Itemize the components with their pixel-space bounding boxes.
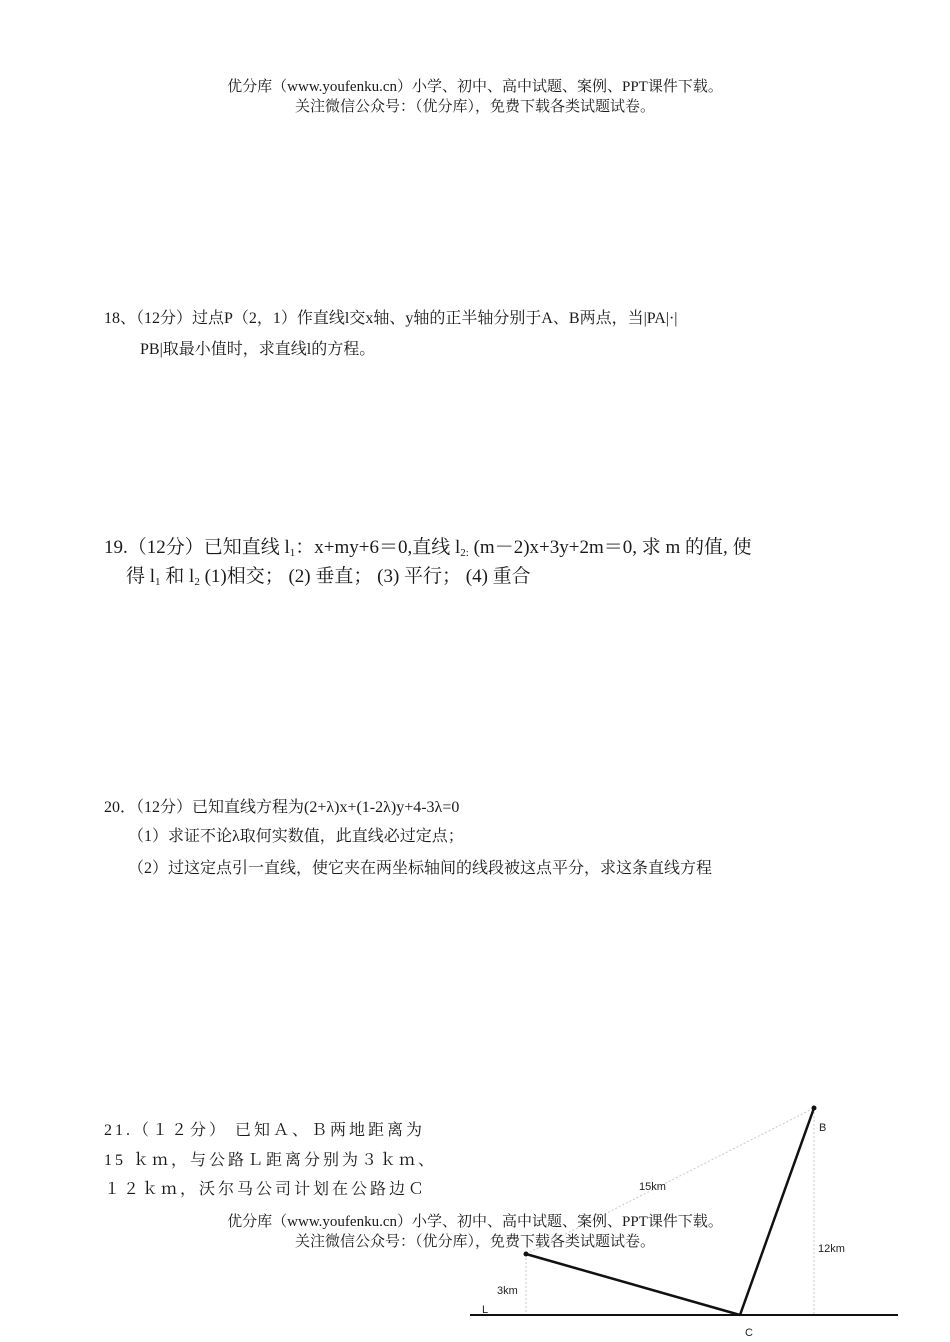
label-b-distance: 12km [818, 1243, 845, 1255]
q21-line1: 21.（１２分） 已知Ａ、Ｂ两地距离为 [104, 1122, 426, 1139]
header-bottom-line2: 关注微信公众号：（优分库），免费下载各类试题试卷。 [294, 1234, 655, 1250]
q19-line1-b: ：x+my+6＝0,直线 l [295, 537, 461, 558]
q19-line1-sub2: 2: [460, 547, 469, 559]
label-a-distance: 3km [497, 1285, 518, 1297]
q21-line2: 15 ｋｍ，与公路Ｌ距离分别为３ｋｍ、 [104, 1152, 438, 1169]
q19-line1-c: (m－2)x+3y+2m＝0, 求 m 的值, 使 [468, 537, 752, 558]
header-top-line2: 关注微信公众号：（优分库），免费下载各类试题试卷。 [294, 99, 655, 115]
q19-line2-b: 和 l [160, 566, 195, 587]
q19-line2-sub1: 1 [155, 576, 161, 588]
point-b [812, 1106, 817, 1111]
header-bottom-line1: 优分库（www.youfenku.cn）小学、初中、高中试题、案例、PPT课件下载。 [227, 1214, 723, 1230]
q19-line1-a: 19.（12分）已知直线 l [104, 537, 290, 558]
label-b: B [819, 1122, 827, 1134]
q20-line3: （2）过这定点引一直线，使它夹在两坐标轴间的线段被这点平分，求这条直线方程 [128, 860, 713, 877]
q19-line2-c: (1)相交； (2) 垂直； (3) 平行； (4) 重合 [199, 566, 531, 587]
point-a [524, 1252, 529, 1257]
label-l: L [482, 1304, 489, 1316]
q19-line2-sub2: 2 [194, 576, 200, 588]
q21-line3: １２ｋｍ，沃尔马公司计划在公路边Ｃ [104, 1181, 428, 1198]
q19-line2-a: 得 l [126, 566, 156, 587]
label-ab-distance: 15km [639, 1181, 666, 1193]
q20-line1: 20．（12分）已知直线方程为(2+λ)x+(1-2λ)y+4-3λ=0 [104, 799, 460, 816]
ac-segment [526, 1254, 740, 1315]
q20-line2: （1）求证不论λ取何实数值，此直线必过定点； [128, 828, 464, 845]
label-c: C [745, 1327, 753, 1339]
q19-line1-sub1: 1 [289, 547, 296, 559]
header-top-line1: 优分库（www.youfenku.cn）小学、初中、高中试题、案例、PPT课件下载。 [227, 79, 723, 95]
q18-line1: 18、（12分）过点P（2，1）作直线l交x轴、y轴的正半轴分别于A、B两点，当|PA|·| [104, 310, 678, 327]
q18-line2: PB|取最小值时，求直线l的方程。 [140, 341, 376, 358]
